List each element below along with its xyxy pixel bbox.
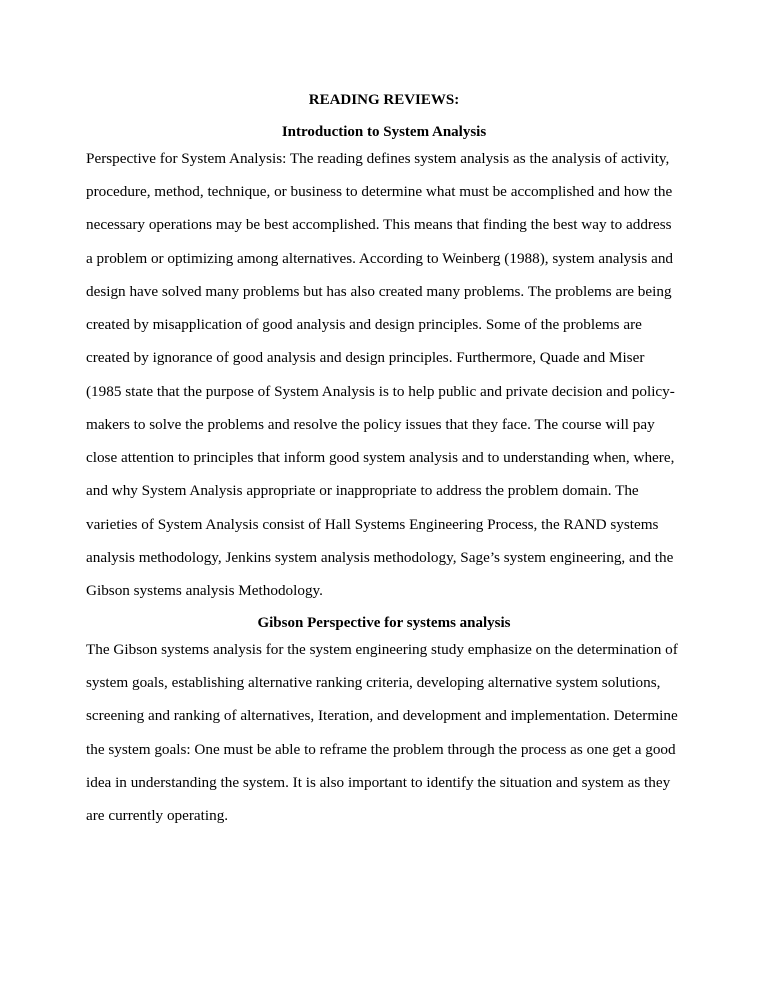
paragraph-line: design have solved many problems but has also created many problems. The problems are being (86, 283, 672, 300)
paragraph-line: system goals, establishing alternative ranking criteria, developing alternative system solutions, (86, 674, 661, 691)
paragraph-line: necessary operations may be best accomplished. This means that finding the best way to address (86, 216, 672, 233)
document-title: READING REVIEWS: (308, 92, 460, 108)
paragraph-line: Gibson systems analysis Methodology. (86, 582, 323, 599)
paragraph-line: varieties of System Analysis consist of Hall Systems Engineering Process, the RAND systems (86, 516, 659, 533)
paragraph-line: and why System Analysis appropriate or inappropriate to address the problem domain. The (86, 482, 639, 499)
paragraph-line: analysis methodology, Jenkins system analysis methodology, Sage’s system engineering, and the (86, 549, 674, 566)
paragraph-line: screening and ranking of alternatives, Iteration, and development and implementation. Determine (86, 707, 678, 724)
paragraph-line: are currently operating. (86, 807, 229, 824)
paragraph-line: a problem or optimizing among alternatives. According to Weinberg (1988), system analysis and (86, 250, 674, 267)
paragraph-line: idea in understanding the system. It is also important to identify the situation and system as they (86, 774, 671, 791)
paragraph-line: created by ignorance of good analysis and design principles. Furthermore, Quade and Miser (86, 349, 645, 366)
paragraph-line: makers to solve the problems and resolve the policy issues that they face. The course will pay (86, 416, 655, 433)
paragraph-line: Perspective for System Analysis: The reading defines system analysis as the analysis of activity, (86, 150, 670, 167)
paragraph-line: the system goals: One must be able to reframe the problem through the process as one get a good (86, 741, 676, 758)
paragraph-line: close attention to principles that inform good system analysis and to understanding when, where, (86, 449, 675, 466)
paragraph-line: (1985 state that the purpose of System Analysis is to help public and private decision and policy- (86, 383, 675, 400)
paragraph-line: procedure, method, technique, or business to determine what must be accomplished and how the (86, 183, 673, 200)
paragraph-line: The Gibson systems analysis for the system engineering study emphasize on the determination of (86, 641, 678, 658)
section-heading-gibson: Gibson Perspective for systems analysis (257, 615, 511, 631)
paragraph-line: created by misapplication of good analysis and design principles. Some of the problems are (86, 316, 642, 333)
section-heading-introduction: Introduction to System Analysis (281, 124, 487, 140)
